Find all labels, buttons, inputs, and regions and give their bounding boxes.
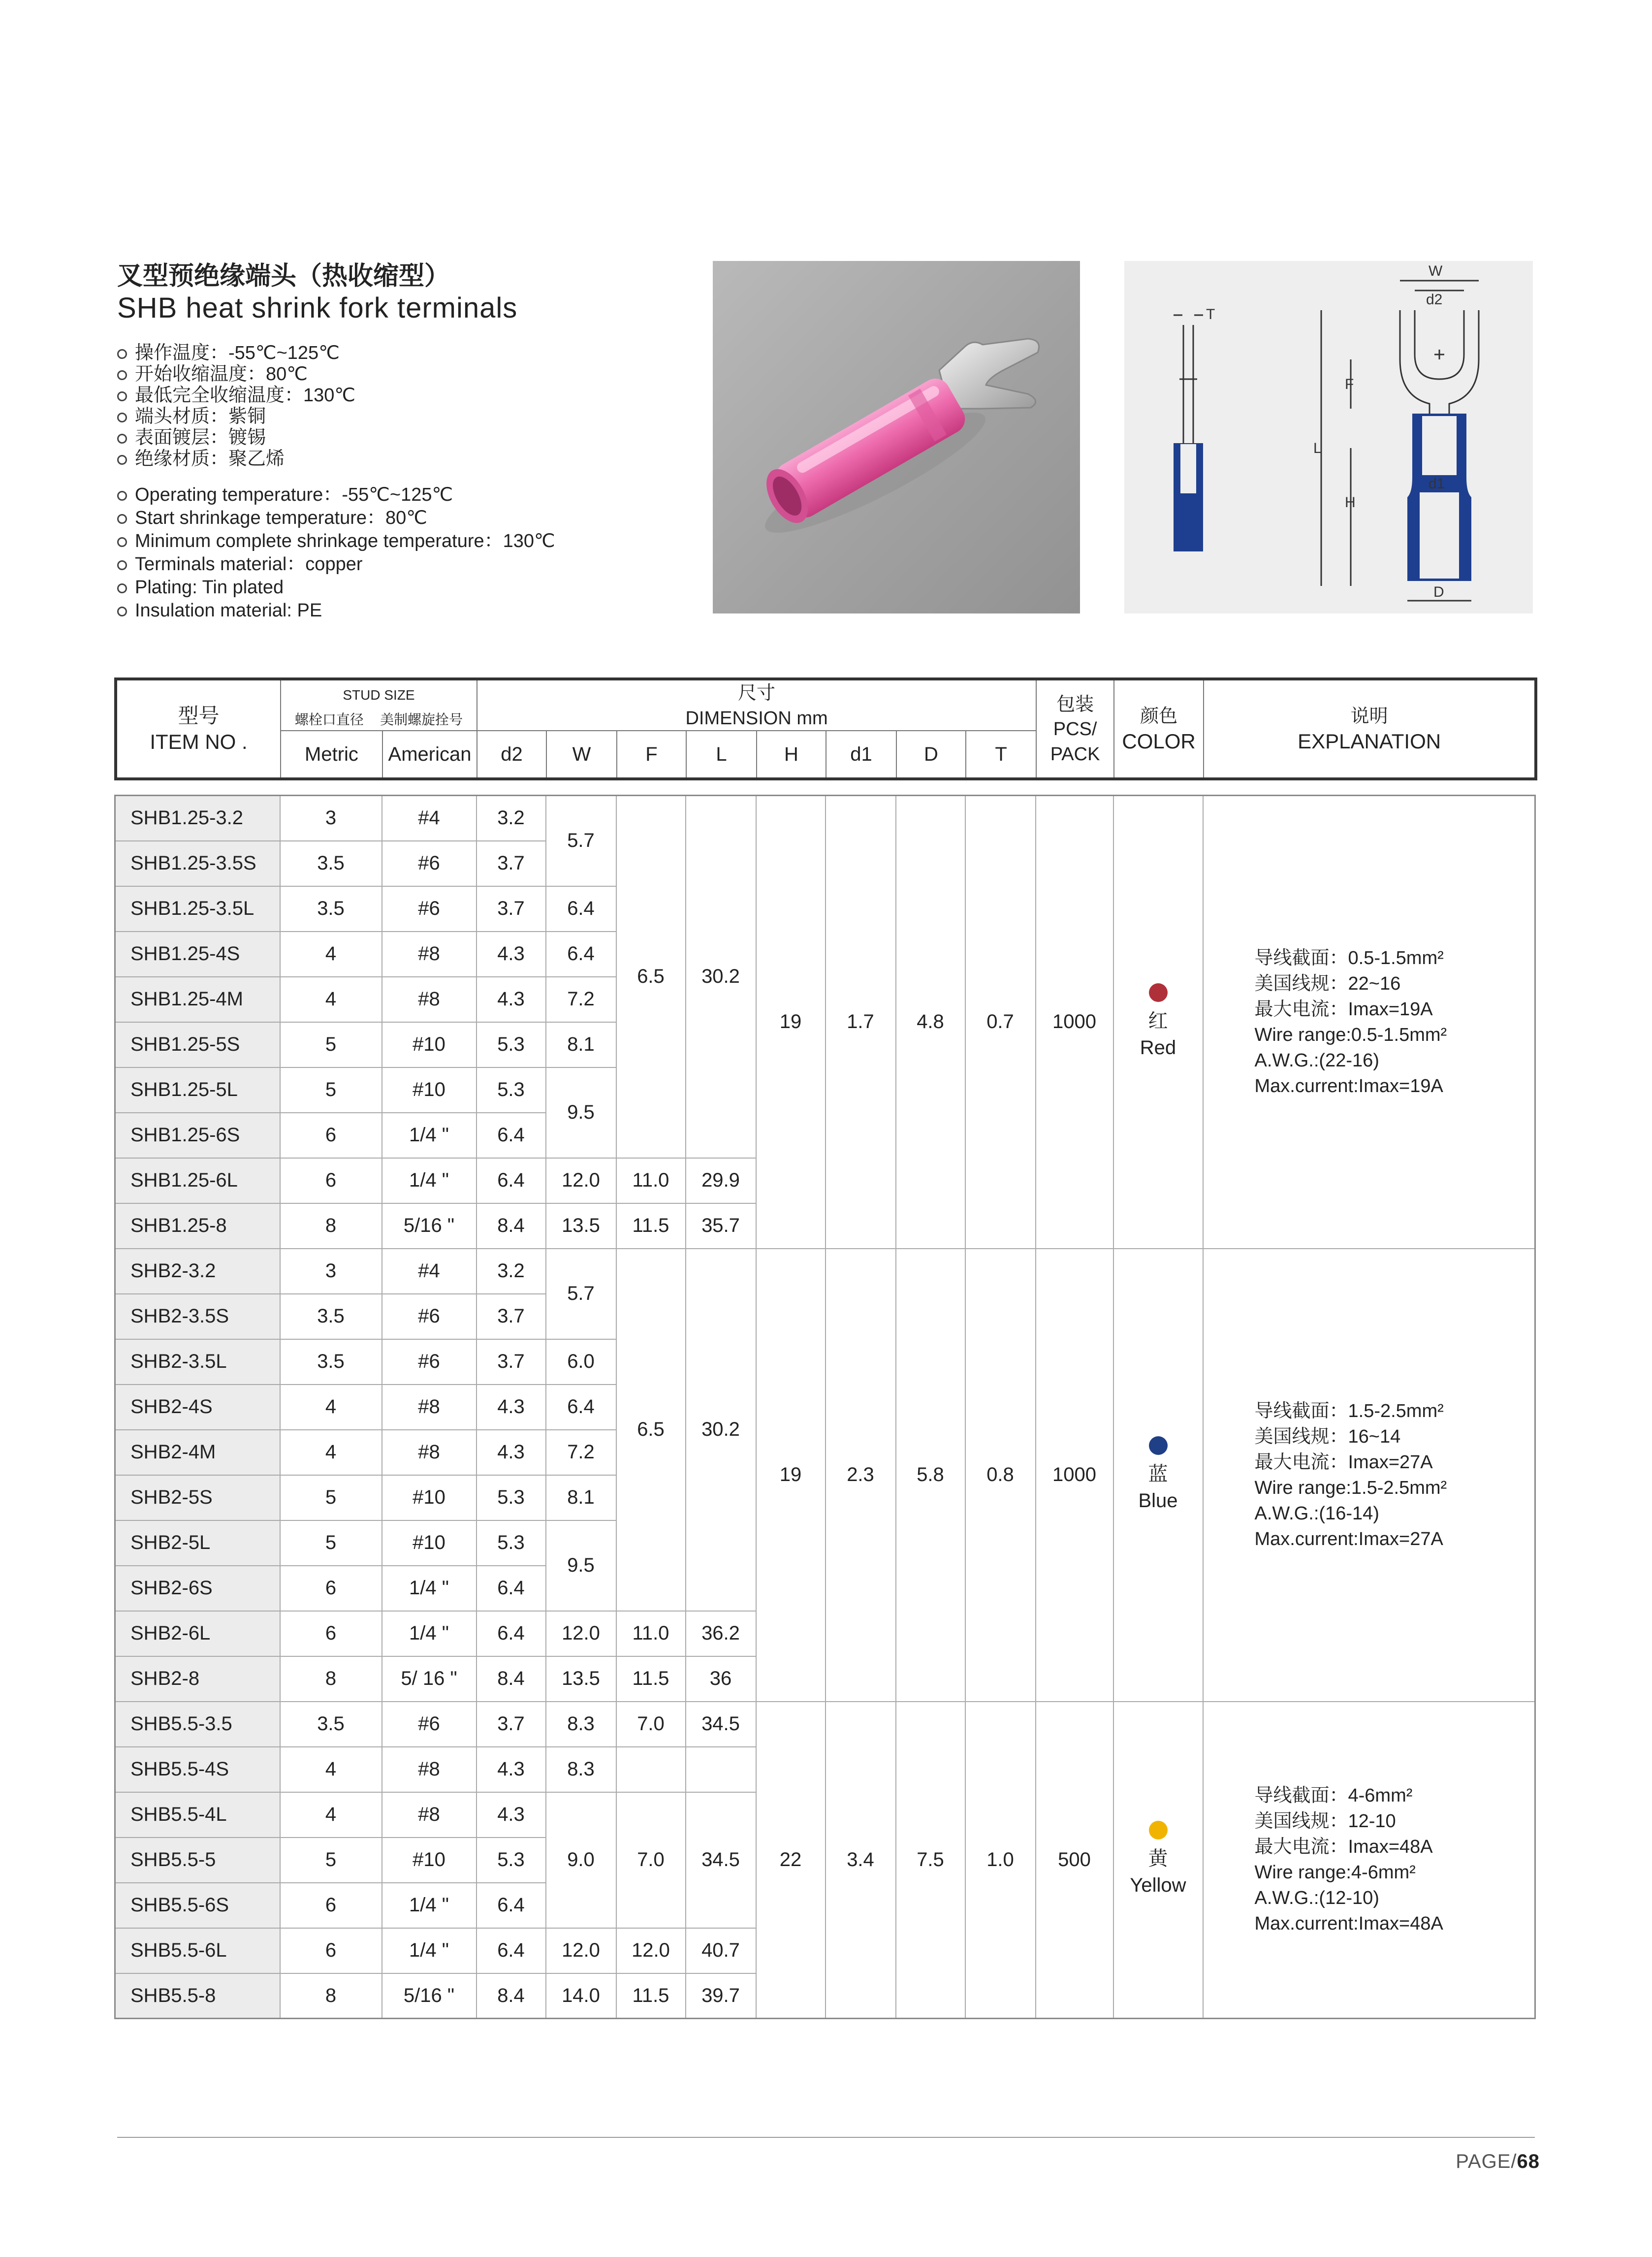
cell-item: SHB2-3.2 <box>115 1249 280 1294</box>
spec-item: 绝缘材质：聚乙烯 <box>117 449 355 470</box>
color-label-cn: 蓝 <box>1148 1463 1168 1485</box>
cell-american: 1/4 " <box>382 1158 477 1203</box>
cell-L: 39.7 <box>686 1973 756 2019</box>
color-dot-blue <box>1149 1436 1168 1455</box>
cell-d2: 3.7 <box>477 1339 546 1385</box>
cell-american: #8 <box>382 1385 477 1430</box>
cell-T: 1.0 <box>965 1702 1036 2019</box>
expl-line: 美国线规：12-10 <box>1254 1811 1396 1832</box>
header-dim-cn: 尺寸 <box>738 683 776 704</box>
header-dimension <box>477 679 1036 731</box>
cell-W: 8.3 <box>546 1702 616 1747</box>
cell-american: #10 <box>382 1022 477 1067</box>
cell-d1: 2.3 <box>826 1249 896 1702</box>
cell-D: 7.5 <box>896 1702 965 2019</box>
table-row <box>115 796 1535 841</box>
cell-W: 14.0 <box>546 1973 616 2019</box>
color-label-en: Red <box>1140 1036 1176 1059</box>
color-dot-red <box>1149 983 1168 1002</box>
cell-W: 12.0 <box>546 1928 616 1973</box>
cell-d2: 6.4 <box>477 1566 546 1611</box>
cell-metric: 4 <box>280 1430 382 1475</box>
diagram-label-T: T <box>1206 306 1215 322</box>
cell-d2: 3.7 <box>477 1294 546 1339</box>
cell-item: SHB1.25-3.2 <box>115 796 280 841</box>
cell-metric: 8 <box>280 1203 382 1249</box>
header-item-no <box>116 679 281 779</box>
cell-item: SHB1.25-3.5L <box>115 886 280 932</box>
spec-item: Minimum complete shrinkage temperature：130℃ <box>117 530 555 553</box>
cell-american: 1/4 " <box>382 1113 477 1158</box>
header-expl-en: EXPLANATION <box>1298 729 1441 753</box>
cell-american: #8 <box>382 1792 477 1838</box>
cell-F: 6.5 <box>616 796 686 1158</box>
cell-W: 13.5 <box>546 1203 616 1249</box>
cell-pack: 1000 <box>1036 796 1113 1249</box>
cell-item: SHB1.25-3.5S <box>115 841 280 886</box>
cell-d2: 4.3 <box>477 1430 546 1475</box>
header-dim-en: DIMENSION mm <box>685 708 828 729</box>
header-H: H <box>757 731 826 779</box>
cell-american: #10 <box>382 1475 477 1520</box>
footer-divider <box>117 2137 1535 2138</box>
cell-item: SHB2-5L <box>115 1520 280 1566</box>
cell-american: #8 <box>382 1747 477 1792</box>
cell-metric: 3.5 <box>280 1702 382 1747</box>
cell-d2: 5.3 <box>477 1067 546 1113</box>
cell-item: SHB1.25-5L <box>115 1067 280 1113</box>
cell-F-empty <box>616 1747 686 1792</box>
cell-item: SHB5.5-6S <box>115 1883 280 1928</box>
expl-line: Wire range:1.5-2.5mm² <box>1254 1477 1447 1498</box>
color-label-en: Blue <box>1138 1489 1178 1512</box>
header-expl-cn: 说明 <box>1350 706 1388 727</box>
cell-D: 4.8 <box>896 796 965 1249</box>
expl-line: Wire range:4-6mm² <box>1254 1862 1416 1883</box>
cell-metric: 8 <box>280 1656 382 1702</box>
cell-metric: 6 <box>280 1883 382 1928</box>
cell-american: #10 <box>382 1520 477 1566</box>
cell-american: 1/4 " <box>382 1611 477 1656</box>
cell-american: #10 <box>382 1838 477 1883</box>
header-pack-cn: 包装 <box>1056 694 1094 715</box>
cell-metric: 3.5 <box>280 886 382 932</box>
header-W: W <box>546 731 617 779</box>
cell-H: 22 <box>756 1702 826 2019</box>
header-F: F <box>617 731 686 779</box>
cell-american: #6 <box>382 1339 477 1385</box>
cell-W: 12.0 <box>546 1611 616 1656</box>
cell-L: 36.2 <box>686 1611 756 1656</box>
expl-line: 最大电流：Imax=27A <box>1254 1451 1433 1473</box>
header-D: D <box>896 731 966 779</box>
cell-H: 19 <box>756 796 826 1249</box>
cell-american: #6 <box>382 841 477 886</box>
spec-list-english <box>117 484 555 622</box>
spec-item: Plating: Tin plated <box>117 576 555 599</box>
cell-F: 11.5 <box>616 1973 686 2019</box>
cell-W: 8.3 <box>546 1747 616 1792</box>
cell-d2: 8.4 <box>477 1973 546 2019</box>
cell-metric: 6 <box>280 1158 382 1203</box>
expl-line: A.W.G.:(12-10) <box>1254 1888 1379 1909</box>
cell-W: 6.4 <box>546 1385 616 1430</box>
cell-metric: 3.5 <box>280 841 382 886</box>
cell-L: 40.7 <box>686 1928 756 1973</box>
expl-line: Max.current:Imax=27A <box>1254 1528 1443 1549</box>
color-label-en: Yellow <box>1130 1874 1186 1897</box>
cell-d2: 6.4 <box>477 1113 546 1158</box>
color-label-cn: 黄 <box>1148 1848 1168 1870</box>
cell-metric: 3.5 <box>280 1339 382 1385</box>
cell-d2: 5.3 <box>477 1475 546 1520</box>
color-dot-yellow <box>1149 1821 1168 1839</box>
diagram-label-L: L <box>1313 440 1322 456</box>
diagram-label-W: W <box>1429 263 1443 279</box>
cell-W: 8.1 <box>546 1475 616 1520</box>
cell-item: SHB1.25-4M <box>115 977 280 1022</box>
cell-metric: 6 <box>280 1928 382 1973</box>
cell-W: 13.5 <box>546 1656 616 1702</box>
cell-item: SHB5.5-5 <box>115 1838 280 1883</box>
cell-pack: 1000 <box>1036 1249 1113 1702</box>
cell-L: 34.5 <box>686 1702 756 1747</box>
header-color <box>1114 679 1204 779</box>
cell-F: 11.0 <box>616 1611 686 1656</box>
fork-terminal-photo <box>713 261 1080 613</box>
cell-d2: 4.3 <box>477 977 546 1022</box>
header-d1: d1 <box>826 731 896 779</box>
cell-metric: 6 <box>280 1566 382 1611</box>
dimension-diagram <box>1124 261 1533 613</box>
expl-line: Max.current:Imax=48A <box>1254 1913 1443 1935</box>
cell-d2: 5.3 <box>477 1022 546 1067</box>
header-color-en: COLOR <box>1122 729 1196 753</box>
header-d2: d2 <box>477 731 546 779</box>
expl-line: 最大电流：Imax=19A <box>1254 999 1433 1020</box>
cell-d2: 3.2 <box>477 796 546 841</box>
cell-W: 8.1 <box>546 1022 616 1067</box>
cell-explanation <box>1203 1249 1535 1702</box>
diagram-label-d2: d2 <box>1426 291 1443 308</box>
cell-metric: 4 <box>280 1747 382 1792</box>
header-stud-american-cn: 美制螺旋拴号 <box>380 711 463 727</box>
cell-metric: 5 <box>280 1520 382 1566</box>
cell-F: 7.0 <box>616 1792 686 1928</box>
header-item-en: ITEM NO . <box>150 730 248 753</box>
header-pack <box>1036 679 1114 779</box>
cell-item: SHB1.25-6L <box>115 1158 280 1203</box>
cell-item: SHB2-8 <box>115 1656 280 1702</box>
cell-L: 30.2 <box>686 796 756 1158</box>
cell-pack: 500 <box>1036 1702 1113 2019</box>
cell-american: 5/ 16 " <box>382 1656 477 1702</box>
cell-explanation <box>1203 1702 1535 2019</box>
header-pack-en1: PCS/ <box>1053 719 1097 740</box>
cell-T: 0.8 <box>965 1249 1036 1702</box>
spec-item: 操作温度：-55℃~125℃ <box>117 343 355 364</box>
cell-explanation <box>1203 796 1535 1249</box>
cell-d2: 3.7 <box>477 886 546 932</box>
cell-item: SHB5.5-6L <box>115 1928 280 1973</box>
cell-american: #6 <box>382 886 477 932</box>
cell-metric: 8 <box>280 1973 382 2019</box>
header-pack-en2: PACK <box>1050 743 1100 765</box>
expl-line: 导线截面：4-6mm² <box>1254 1785 1413 1806</box>
cell-american: #6 <box>382 1702 477 1747</box>
table-row <box>115 1249 1535 1294</box>
cell-W: 7.2 <box>546 977 616 1022</box>
cell-L: 36 <box>686 1656 756 1702</box>
header-item-cn: 型号 <box>178 704 220 727</box>
expl-line: 美国线规：22~16 <box>1254 973 1401 994</box>
cell-metric: 5 <box>280 1067 382 1113</box>
cell-d1: 3.4 <box>826 1702 896 2019</box>
cell-H: 19 <box>756 1249 826 1702</box>
cell-F: 11.5 <box>616 1203 686 1249</box>
cell-W: 9.5 <box>546 1067 616 1158</box>
cell-metric: 5 <box>280 1838 382 1883</box>
cell-item: SHB2-5S <box>115 1475 280 1520</box>
expl-line: A.W.G.:(16-14) <box>1254 1503 1379 1524</box>
cell-item: SHB2-6L <box>115 1611 280 1656</box>
cell-american: #4 <box>382 796 477 841</box>
expl-line: 最大电流：Imax=48A <box>1254 1837 1433 1858</box>
cell-metric: 6 <box>280 1113 382 1158</box>
page-number <box>1456 2151 1540 2173</box>
spec-item: 端头材质：紫铜 <box>117 406 355 427</box>
expl-line: 导线截面：1.5-2.5mm² <box>1254 1400 1444 1421</box>
cell-metric: 4 <box>280 1792 382 1838</box>
spec-item: 表面镀层：镀锡 <box>117 427 355 449</box>
title-chinese: 叉型预绝缘端头（热收缩型） <box>117 262 450 290</box>
spec-item: Start shrinkage temperature：80℃ <box>117 507 555 530</box>
cell-metric: 4 <box>280 1385 382 1430</box>
cell-d1: 1.7 <box>826 796 896 1249</box>
cell-metric: 4 <box>280 932 382 977</box>
cell-item: SHB2-6S <box>115 1566 280 1611</box>
cell-metric: 3 <box>280 1249 382 1294</box>
cell-american: #8 <box>382 932 477 977</box>
spec-item: 开始收缩温度：80℃ <box>117 364 355 385</box>
spec-item: Operating temperature：-55℃~125℃ <box>117 484 555 507</box>
cell-metric: 4 <box>280 977 382 1022</box>
cell-d2: 4.3 <box>477 932 546 977</box>
header-color-cn: 颜色 <box>1140 706 1178 727</box>
header-explanation <box>1204 679 1536 779</box>
color-label-cn: 红 <box>1148 1010 1168 1032</box>
cell-L-empty <box>686 1747 756 1792</box>
cell-L: 34.5 <box>686 1792 756 1928</box>
cell-item: SHB5.5-8 <box>115 1973 280 2019</box>
cell-american: #4 <box>382 1249 477 1294</box>
cell-F: 11.0 <box>616 1158 686 1203</box>
diagram-label-D: D <box>1433 584 1444 600</box>
cell-item: SHB1.25-4S <box>115 932 280 977</box>
spec-table <box>114 795 1536 2019</box>
cell-d2: 6.4 <box>477 1928 546 1973</box>
header-L: L <box>686 731 757 779</box>
fork-terminal-drawing <box>1124 261 1533 613</box>
cell-american: #8 <box>382 977 477 1022</box>
diagram-label-H: H <box>1345 494 1356 511</box>
cell-W: 5.7 <box>546 796 616 886</box>
header-metric: Metric <box>281 731 382 779</box>
cell-W: 6.4 <box>546 932 616 977</box>
header-stud-size <box>281 679 477 731</box>
cell-L: 35.7 <box>686 1203 756 1249</box>
cell-american: #8 <box>382 1430 477 1475</box>
cell-item: SHB5.5-3.5 <box>115 1702 280 1747</box>
table-header <box>114 677 1537 780</box>
cell-F: 6.5 <box>616 1249 686 1611</box>
cell-item: SHB1.25-8 <box>115 1203 280 1249</box>
cell-color <box>1113 1702 1203 2019</box>
cell-item: SHB2-3.5S <box>115 1294 280 1339</box>
cell-F: 7.0 <box>616 1702 686 1747</box>
spec-item: Terminals material：copper <box>117 553 555 576</box>
cell-W: 9.5 <box>546 1520 616 1611</box>
page-label: PAGE/ <box>1456 2151 1517 2172</box>
cell-F: 12.0 <box>616 1928 686 1973</box>
cell-american: 1/4 " <box>382 1883 477 1928</box>
cell-american: 5/16 " <box>382 1203 477 1249</box>
cell-W: 9.0 <box>546 1792 616 1928</box>
cell-W: 6.4 <box>546 886 616 932</box>
cell-d2: 6.4 <box>477 1611 546 1656</box>
cell-american: #10 <box>382 1067 477 1113</box>
cell-metric: 3 <box>280 796 382 841</box>
spec-list-chinese <box>117 343 355 470</box>
cell-d2: 8.4 <box>477 1656 546 1702</box>
cell-d2: 3.7 <box>477 841 546 886</box>
cell-item: SHB2-4S <box>115 1385 280 1430</box>
expl-line: A.W.G.:(22-16) <box>1254 1050 1379 1071</box>
cell-d2: 3.2 <box>477 1249 546 1294</box>
cell-d2: 4.3 <box>477 1792 546 1838</box>
cell-W: 12.0 <box>546 1158 616 1203</box>
cell-item: SHB5.5-4S <box>115 1747 280 1792</box>
cell-american: 1/4 " <box>382 1566 477 1611</box>
cell-d2: 6.4 <box>477 1158 546 1203</box>
cell-d2: 5.3 <box>477 1838 546 1883</box>
spec-item: Insulation material: PE <box>117 599 555 622</box>
cell-T: 0.7 <box>965 796 1036 1249</box>
cell-W: 6.0 <box>546 1339 616 1385</box>
expl-line: 导线截面：0.5-1.5mm² <box>1254 947 1444 968</box>
cell-american: 5/16 " <box>382 1973 477 2019</box>
diagram-label-d1: d1 <box>1429 476 1445 492</box>
cell-item: SHB1.25-6S <box>115 1113 280 1158</box>
cell-metric: 3.5 <box>280 1294 382 1339</box>
expl-line: 美国线规：16~14 <box>1254 1426 1401 1447</box>
cell-color <box>1113 1249 1203 1702</box>
spec-item: 最低完全收缩温度：130℃ <box>117 385 355 406</box>
header-stud-en: STUD SIZE <box>343 687 415 703</box>
cell-metric: 5 <box>280 1022 382 1067</box>
expl-line: Wire range:0.5-1.5mm² <box>1254 1024 1447 1045</box>
cell-metric: 5 <box>280 1475 382 1520</box>
cell-d2: 4.3 <box>477 1385 546 1430</box>
cell-d2: 6.4 <box>477 1883 546 1928</box>
cell-F: 11.5 <box>616 1656 686 1702</box>
cell-D: 5.8 <box>896 1249 965 1702</box>
diagram-label-F: F <box>1345 376 1354 392</box>
cell-d2: 3.7 <box>477 1702 546 1747</box>
cell-W: 5.7 <box>546 1249 616 1339</box>
cell-metric: 6 <box>280 1611 382 1656</box>
cell-d2: 8.4 <box>477 1203 546 1249</box>
cell-L: 30.2 <box>686 1249 756 1611</box>
cell-item: SHB1.25-5S <box>115 1022 280 1067</box>
cell-W: 7.2 <box>546 1430 616 1475</box>
title-english: SHB heat shrink fork terminals <box>117 292 518 324</box>
header-american: American <box>382 731 477 779</box>
cell-d2: 4.3 <box>477 1747 546 1792</box>
product-photo <box>713 261 1080 613</box>
cell-item: SHB5.5-4L <box>115 1792 280 1838</box>
cell-color <box>1113 796 1203 1249</box>
cell-item: SHB2-4M <box>115 1430 280 1475</box>
table-row <box>115 1702 1535 1747</box>
header-T: T <box>966 731 1036 779</box>
cell-d2: 5.3 <box>477 1520 546 1566</box>
header-stud-metric-cn: 螺栓口直径 <box>294 711 364 727</box>
page-number-value: 68 <box>1517 2151 1540 2172</box>
cell-L: 29.9 <box>686 1158 756 1203</box>
cell-american: 1/4 " <box>382 1928 477 1973</box>
cell-item: SHB2-3.5L <box>115 1339 280 1385</box>
expl-line: Max.current:Imax=19A <box>1254 1075 1443 1096</box>
cell-american: #6 <box>382 1294 477 1339</box>
